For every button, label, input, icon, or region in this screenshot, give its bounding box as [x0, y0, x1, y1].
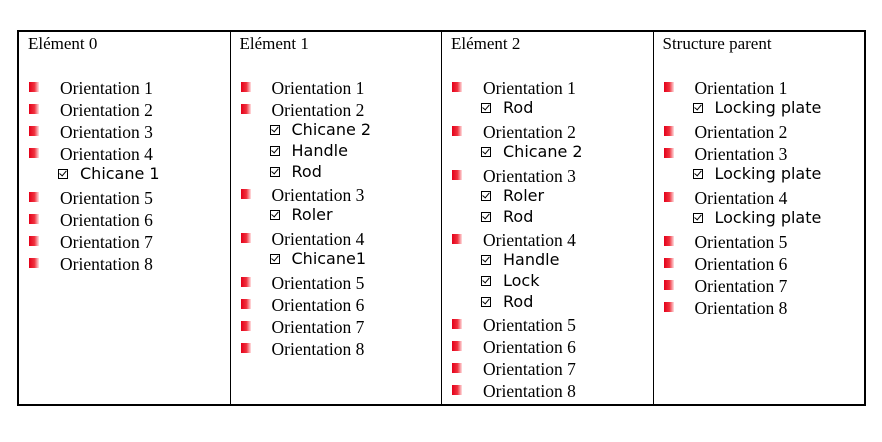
orientation-label: Orientation 6: [271, 295, 365, 315]
checked-box-icon: [481, 297, 491, 307]
red-square-bullet-icon: [664, 148, 674, 158]
red-square-bullet-icon: [452, 363, 462, 373]
checked-box-icon: [270, 167, 280, 177]
orientation-item: [29, 231, 230, 253]
column-element-1: [231, 32, 443, 404]
checked-box-icon: [481, 255, 491, 265]
red-square-bullet-icon: [29, 104, 39, 114]
orientation-item: [241, 316, 442, 338]
checked-box-icon: [270, 254, 280, 264]
red-square-bullet-icon: [664, 258, 674, 268]
red-square-bullet-icon: [29, 82, 39, 92]
component-item: [664, 99, 865, 121]
orientation-item: [29, 253, 230, 275]
component-item: [452, 187, 653, 208]
component-label: Rod: [503, 207, 534, 226]
orientation-item: [241, 228, 442, 250]
orientation-item: [664, 121, 865, 143]
orientation-item: [29, 209, 230, 231]
component-item: [452, 99, 653, 121]
orientation-label: Orientation 7: [483, 359, 576, 379]
orientation-item: [241, 99, 442, 121]
component-item: [241, 206, 442, 228]
component-item: [664, 165, 865, 187]
orientation-item: [452, 380, 653, 402]
red-square-bullet-icon: [664, 126, 674, 136]
component-item: [241, 250, 442, 272]
orientation-item: [29, 99, 230, 121]
element-orientation-table: [17, 30, 866, 406]
red-square-bullet-icon: [452, 170, 462, 180]
red-square-bullet-icon: [452, 341, 462, 351]
orientation-label: Orientation 4: [483, 230, 576, 250]
orientation-label: Orientation 5: [60, 188, 153, 208]
orientation-label: Orientation 2: [694, 122, 788, 142]
component-label: Locking plate: [714, 208, 822, 227]
orientation-item: [452, 121, 653, 143]
orientation-label: Orientation 2: [60, 100, 153, 120]
component-item: [241, 163, 442, 184]
orientation-label: Orientation 1: [483, 78, 576, 98]
component-label: Handle: [503, 250, 560, 269]
orientation-list: [29, 77, 230, 275]
checked-box-icon: [270, 210, 280, 220]
orientation-label: Orientation 6: [60, 210, 153, 230]
component-item: [452, 143, 653, 165]
component-item: [452, 208, 653, 229]
orientation-item: [241, 77, 442, 99]
component-label: Chicane1: [291, 249, 367, 268]
red-square-bullet-icon: [241, 233, 251, 243]
orientation-label: Orientation 3: [271, 185, 365, 205]
red-square-bullet-icon: [29, 214, 39, 224]
component-label: Handle: [291, 141, 348, 160]
checked-box-icon: [481, 147, 491, 157]
component-label: Locking plate: [714, 164, 822, 183]
component-item: [241, 142, 442, 163]
orientation-label: Orientation 3: [483, 166, 576, 186]
orientation-list: [452, 77, 653, 402]
red-square-bullet-icon: [29, 148, 39, 158]
component-label: Chicane 1: [80, 164, 160, 183]
orientation-label: Orientation 1: [271, 78, 365, 98]
column-header: Structure parent: [662, 34, 772, 53]
component-label: Roler: [291, 205, 333, 224]
orientation-label: Orientation 4: [694, 188, 788, 208]
component-label: Lock: [503, 271, 540, 290]
component-item: [241, 121, 442, 142]
orientation-label: Orientation 2: [483, 122, 576, 142]
checked-box-icon: [481, 103, 491, 113]
red-square-bullet-icon: [452, 126, 462, 136]
orientation-label: Orientation 4: [271, 229, 365, 249]
component-item: [452, 251, 653, 272]
red-square-bullet-icon: [241, 82, 251, 92]
red-square-bullet-icon: [664, 236, 674, 246]
red-square-bullet-icon: [29, 192, 39, 202]
orientation-label: Orientation 5: [483, 315, 576, 335]
orientation-item: [241, 272, 442, 294]
orientation-item: [452, 358, 653, 380]
orientation-item: [452, 229, 653, 251]
component-label: Rod: [503, 98, 534, 117]
component-label: Rod: [291, 162, 322, 181]
orientation-label: Orientation 5: [271, 273, 365, 293]
column-header: Elément 2: [451, 34, 521, 53]
component-item: [452, 272, 653, 293]
checked-box-icon: [693, 103, 703, 113]
component-label: Roler: [503, 186, 545, 205]
checked-box-icon: [693, 169, 703, 179]
component-label: Chicane 2: [291, 120, 372, 139]
orientation-label: Orientation 8: [483, 381, 576, 401]
component-label: Locking plate: [714, 98, 822, 117]
orientation-label: Orientation 8: [694, 298, 788, 318]
red-square-bullet-icon: [241, 343, 251, 353]
red-square-bullet-icon: [452, 82, 462, 92]
orientation-item: [29, 143, 230, 165]
column-header: Elément 1: [239, 34, 309, 53]
red-square-bullet-icon: [29, 126, 39, 136]
orientation-label: Orientation 8: [60, 254, 153, 274]
orientation-item: [452, 165, 653, 187]
checked-box-icon: [58, 169, 68, 179]
orientation-item: [29, 77, 230, 99]
orientation-label: Orientation 4: [60, 144, 153, 164]
orientation-label: Orientation 5: [694, 232, 788, 252]
component-item: [452, 293, 653, 314]
orientation-label: Orientation 2: [271, 100, 365, 120]
orientation-label: Orientation 7: [271, 317, 365, 337]
orientation-label: Orientation 8: [271, 339, 365, 359]
orientation-item: [241, 294, 442, 316]
orientation-item: [664, 253, 865, 275]
orientation-item: [241, 338, 442, 360]
component-label: Chicane 2: [503, 142, 583, 161]
orientation-label: Orientation 1: [694, 78, 788, 98]
red-square-bullet-icon: [29, 236, 39, 246]
orientation-item: [452, 77, 653, 99]
red-square-bullet-icon: [452, 319, 462, 329]
orientation-item: [664, 297, 865, 319]
orientation-list: [241, 77, 442, 360]
red-square-bullet-icon: [241, 189, 251, 199]
orientation-item: [664, 275, 865, 297]
orientation-label: Orientation 7: [694, 276, 788, 296]
checked-box-icon: [270, 146, 280, 156]
red-square-bullet-icon: [452, 234, 462, 244]
red-square-bullet-icon: [664, 280, 674, 290]
orientation-item: [664, 143, 865, 165]
column-structure-parent: [654, 32, 865, 404]
red-square-bullet-icon: [241, 277, 251, 287]
orientation-item: [664, 187, 865, 209]
orientation-item: [664, 231, 865, 253]
red-square-bullet-icon: [241, 299, 251, 309]
orientation-label: Orientation 1: [60, 78, 153, 98]
component-label: Rod: [503, 292, 534, 311]
orientation-item: [452, 336, 653, 358]
column-header: Elément 0: [28, 34, 98, 53]
orientation-label: Orientation 3: [694, 144, 788, 164]
orientation-label: Orientation 6: [483, 337, 576, 357]
orientation-item: [664, 77, 865, 99]
red-square-bullet-icon: [664, 192, 674, 202]
checked-box-icon: [481, 191, 491, 201]
column-element-0: [19, 32, 231, 404]
checked-box-icon: [270, 125, 280, 135]
component-item: [29, 165, 230, 187]
red-square-bullet-icon: [241, 104, 251, 114]
component-item: [664, 209, 865, 231]
red-square-bullet-icon: [241, 321, 251, 331]
red-square-bullet-icon: [29, 258, 39, 268]
orientation-item: [241, 184, 442, 206]
orientation-label: Orientation 6: [694, 254, 788, 274]
red-square-bullet-icon: [664, 302, 674, 312]
checked-box-icon: [693, 213, 703, 223]
orientation-label: Orientation 3: [60, 122, 153, 142]
orientation-label: Orientation 7: [60, 232, 153, 252]
red-square-bullet-icon: [452, 385, 462, 395]
orientation-item: [452, 314, 653, 336]
orientation-item: [29, 187, 230, 209]
checked-box-icon: [481, 276, 491, 286]
checked-box-icon: [481, 212, 491, 222]
column-element-2: [442, 32, 654, 404]
red-square-bullet-icon: [664, 82, 674, 92]
orientation-list: [664, 77, 865, 319]
orientation-item: [29, 121, 230, 143]
